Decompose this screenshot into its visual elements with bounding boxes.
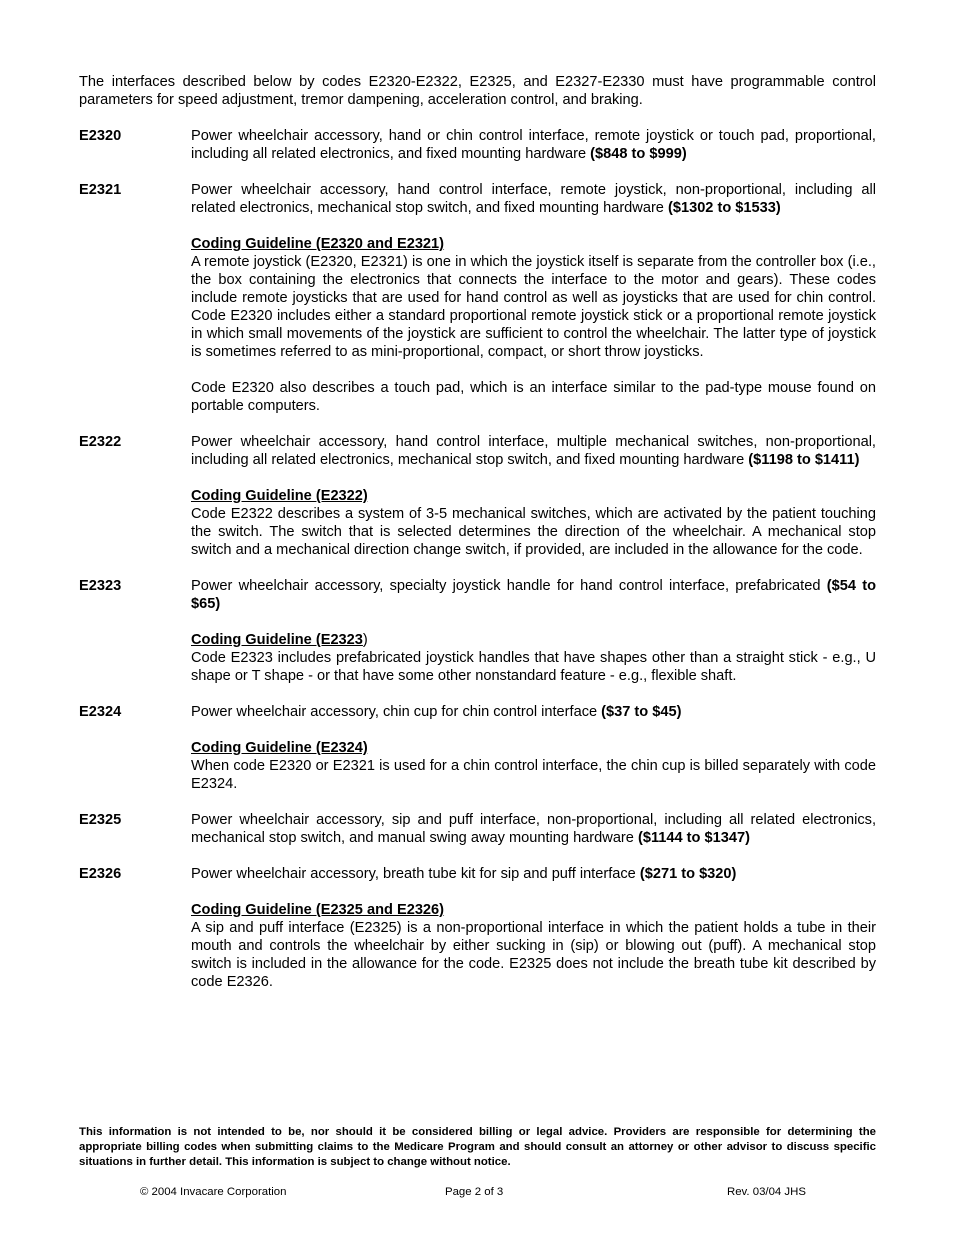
guideline-title: Coding Guideline (E2322)	[191, 488, 368, 504]
description-text: Power wheelchair accessory, hand control interface, remote joystick, non-proportional, including all related electronics, mechanical stop switch, and fixed mounting hardware	[191, 182, 876, 216]
code-label: E2322	[79, 434, 122, 450]
price-range: ($271 to $320)	[639, 866, 737, 882]
footer-copyright: © 2004 Invacare Corporation	[140, 1186, 287, 1198]
code-label: E2321	[79, 182, 122, 198]
code-label: E2324	[79, 704, 122, 720]
guideline-title: Coding Guideline (E2320 and E2321)	[191, 236, 445, 252]
guideline-paragraph: Code E2322 describes a system of 3-5 mechanical switches, which are activated by the patient touching the switch. The switch that is selected determines the direction of the wheelchair. A mechanical stop switch and a mechanical direction change switch, if provided, are included in the allowance for the code.	[191, 506, 876, 558]
code-entry-e2323	[79, 577, 876, 613]
code-entry-e2326	[79, 865, 876, 883]
description-text: Power wheelchair accessory, chin cup for chin control interface	[191, 704, 602, 720]
code-description	[191, 703, 876, 721]
guideline-title: Coding Guideline (E2324)	[191, 740, 368, 756]
coding-guideline-e2320-e2321	[191, 235, 876, 415]
description-text: Power wheelchair accessory, specialty joystick handle for hand control interface, prefabricated	[191, 578, 827, 594]
code-description	[191, 865, 876, 883]
price-range: ($1302 to $1533)	[667, 200, 781, 216]
guideline-paragraph: When code E2320 or E2321 is used for a chin control interface, the chin cup is billed separately with code E2324.	[191, 758, 876, 792]
price-range: ($1144 to $1347)	[637, 830, 750, 846]
description-text: Power wheelchair accessory, hand control interface, multiple mechanical switches, non-proportional, including all related electronics, mechanical stop switch, and fixed mounting hardware	[191, 434, 876, 468]
code-entry-e2322	[79, 433, 876, 469]
guideline-title-row	[191, 631, 876, 649]
code-entry-e2324	[79, 703, 876, 721]
guideline-title: Coding Guideline (E2323	[191, 632, 363, 648]
code-label: E2323	[79, 578, 122, 594]
code-description	[191, 127, 876, 163]
code-entry-e2321	[79, 181, 876, 217]
code-entry-e2320	[79, 127, 876, 163]
description-text: Power wheelchair accessory, hand or chin control interface, remote joystick or touch pad, proportional, including all related electronics, and fixed mounting hardware	[191, 128, 876, 162]
price-range: ($37 to $45)	[601, 704, 682, 720]
guideline-paragraph: Code E2323 includes prefabricated joystick handles that have shapes other than a straight stick - e.g., U shape or T shape - or that have some other nonstandard feature - e.g., flexible shaft.	[191, 650, 876, 684]
guideline-paragraph: A sip and puff interface (E2325) is a non-proportional interface in which the patient holds a tube in their mouth and controls the wheelchair by either sucking in (sip) or blowing out (puff). A mechanical stop switch is included in the allowance for the code. E2325 does not include the breath tube kit described by code E2326.	[191, 920, 876, 990]
guideline-paragraph: Code E2320 also describes a touch pad, which is an interface similar to the pad-type mouse found on portable computers.	[191, 380, 876, 414]
price-range: ($54 to $65)	[191, 578, 876, 612]
coding-guideline-e2325-e2326	[191, 901, 876, 991]
guideline-title: Coding Guideline (E2325 and E2326)	[191, 902, 445, 918]
footer-revision: Rev. 03/04 JHS	[727, 1186, 806, 1198]
intro-paragraph: The interfaces described below by codes E2320-E2322, E2325, and E2327-E2330 must have programmable control parameters for speed adjustment, tremor dampening, acceleration control, and braking.	[79, 74, 876, 108]
code-description	[191, 433, 876, 469]
footer-page-number: Page 2 of 3	[445, 1186, 504, 1198]
coding-guideline-e2324	[191, 739, 876, 793]
description-text: Power wheelchair accessory, sip and puff interface, non-proportional, including all related electronics, mechanical stop switch, and manual swing away mounting hardware	[191, 812, 876, 846]
page-content	[79, 73, 876, 1009]
legal-disclaimer: This information is not intended to be, nor should it be considered billing or legal advice. Providers are responsible for determining the appropriate billing codes when submitting claims to the Medicare Program and should consult an attorney or other advisor to discuss specific situations in further detail. This information is subject to change without notice.	[79, 1126, 876, 1168]
description-text: Power wheelchair accessory, breath tube kit for sip and puff interface	[191, 866, 640, 882]
guideline-title-suffix: )	[362, 632, 368, 648]
code-description	[191, 577, 876, 613]
guideline-paragraph: A remote joystick (E2320, E2321) is one in which the joystick itself is separate from the controller box (i.e., the box containing the electronics that connects the interface to the motor and gears). These codes include remote joysticks that are used for hand control as well as joysticks that are used for chin control. Code E2320 includes either a standard proportional remote joystick stick or a proportional remote joystick in which small movements of the joystick are sufficient to control the wheelchair. The latter type of joystick is sometimes referred to as mini-proportional, compact, or short throw joysticks.	[191, 254, 876, 360]
code-label: E2326	[79, 866, 122, 882]
coding-guideline-e2323	[191, 631, 876, 685]
code-description	[191, 811, 876, 847]
code-entry-e2325	[79, 811, 876, 847]
price-range: ($848 to $999)	[590, 146, 687, 162]
code-description	[191, 181, 876, 217]
price-range: ($1198 to $1411)	[748, 452, 860, 468]
coding-guideline-e2322	[191, 487, 876, 559]
code-label: E2320	[79, 128, 122, 144]
code-label: E2325	[79, 812, 122, 828]
